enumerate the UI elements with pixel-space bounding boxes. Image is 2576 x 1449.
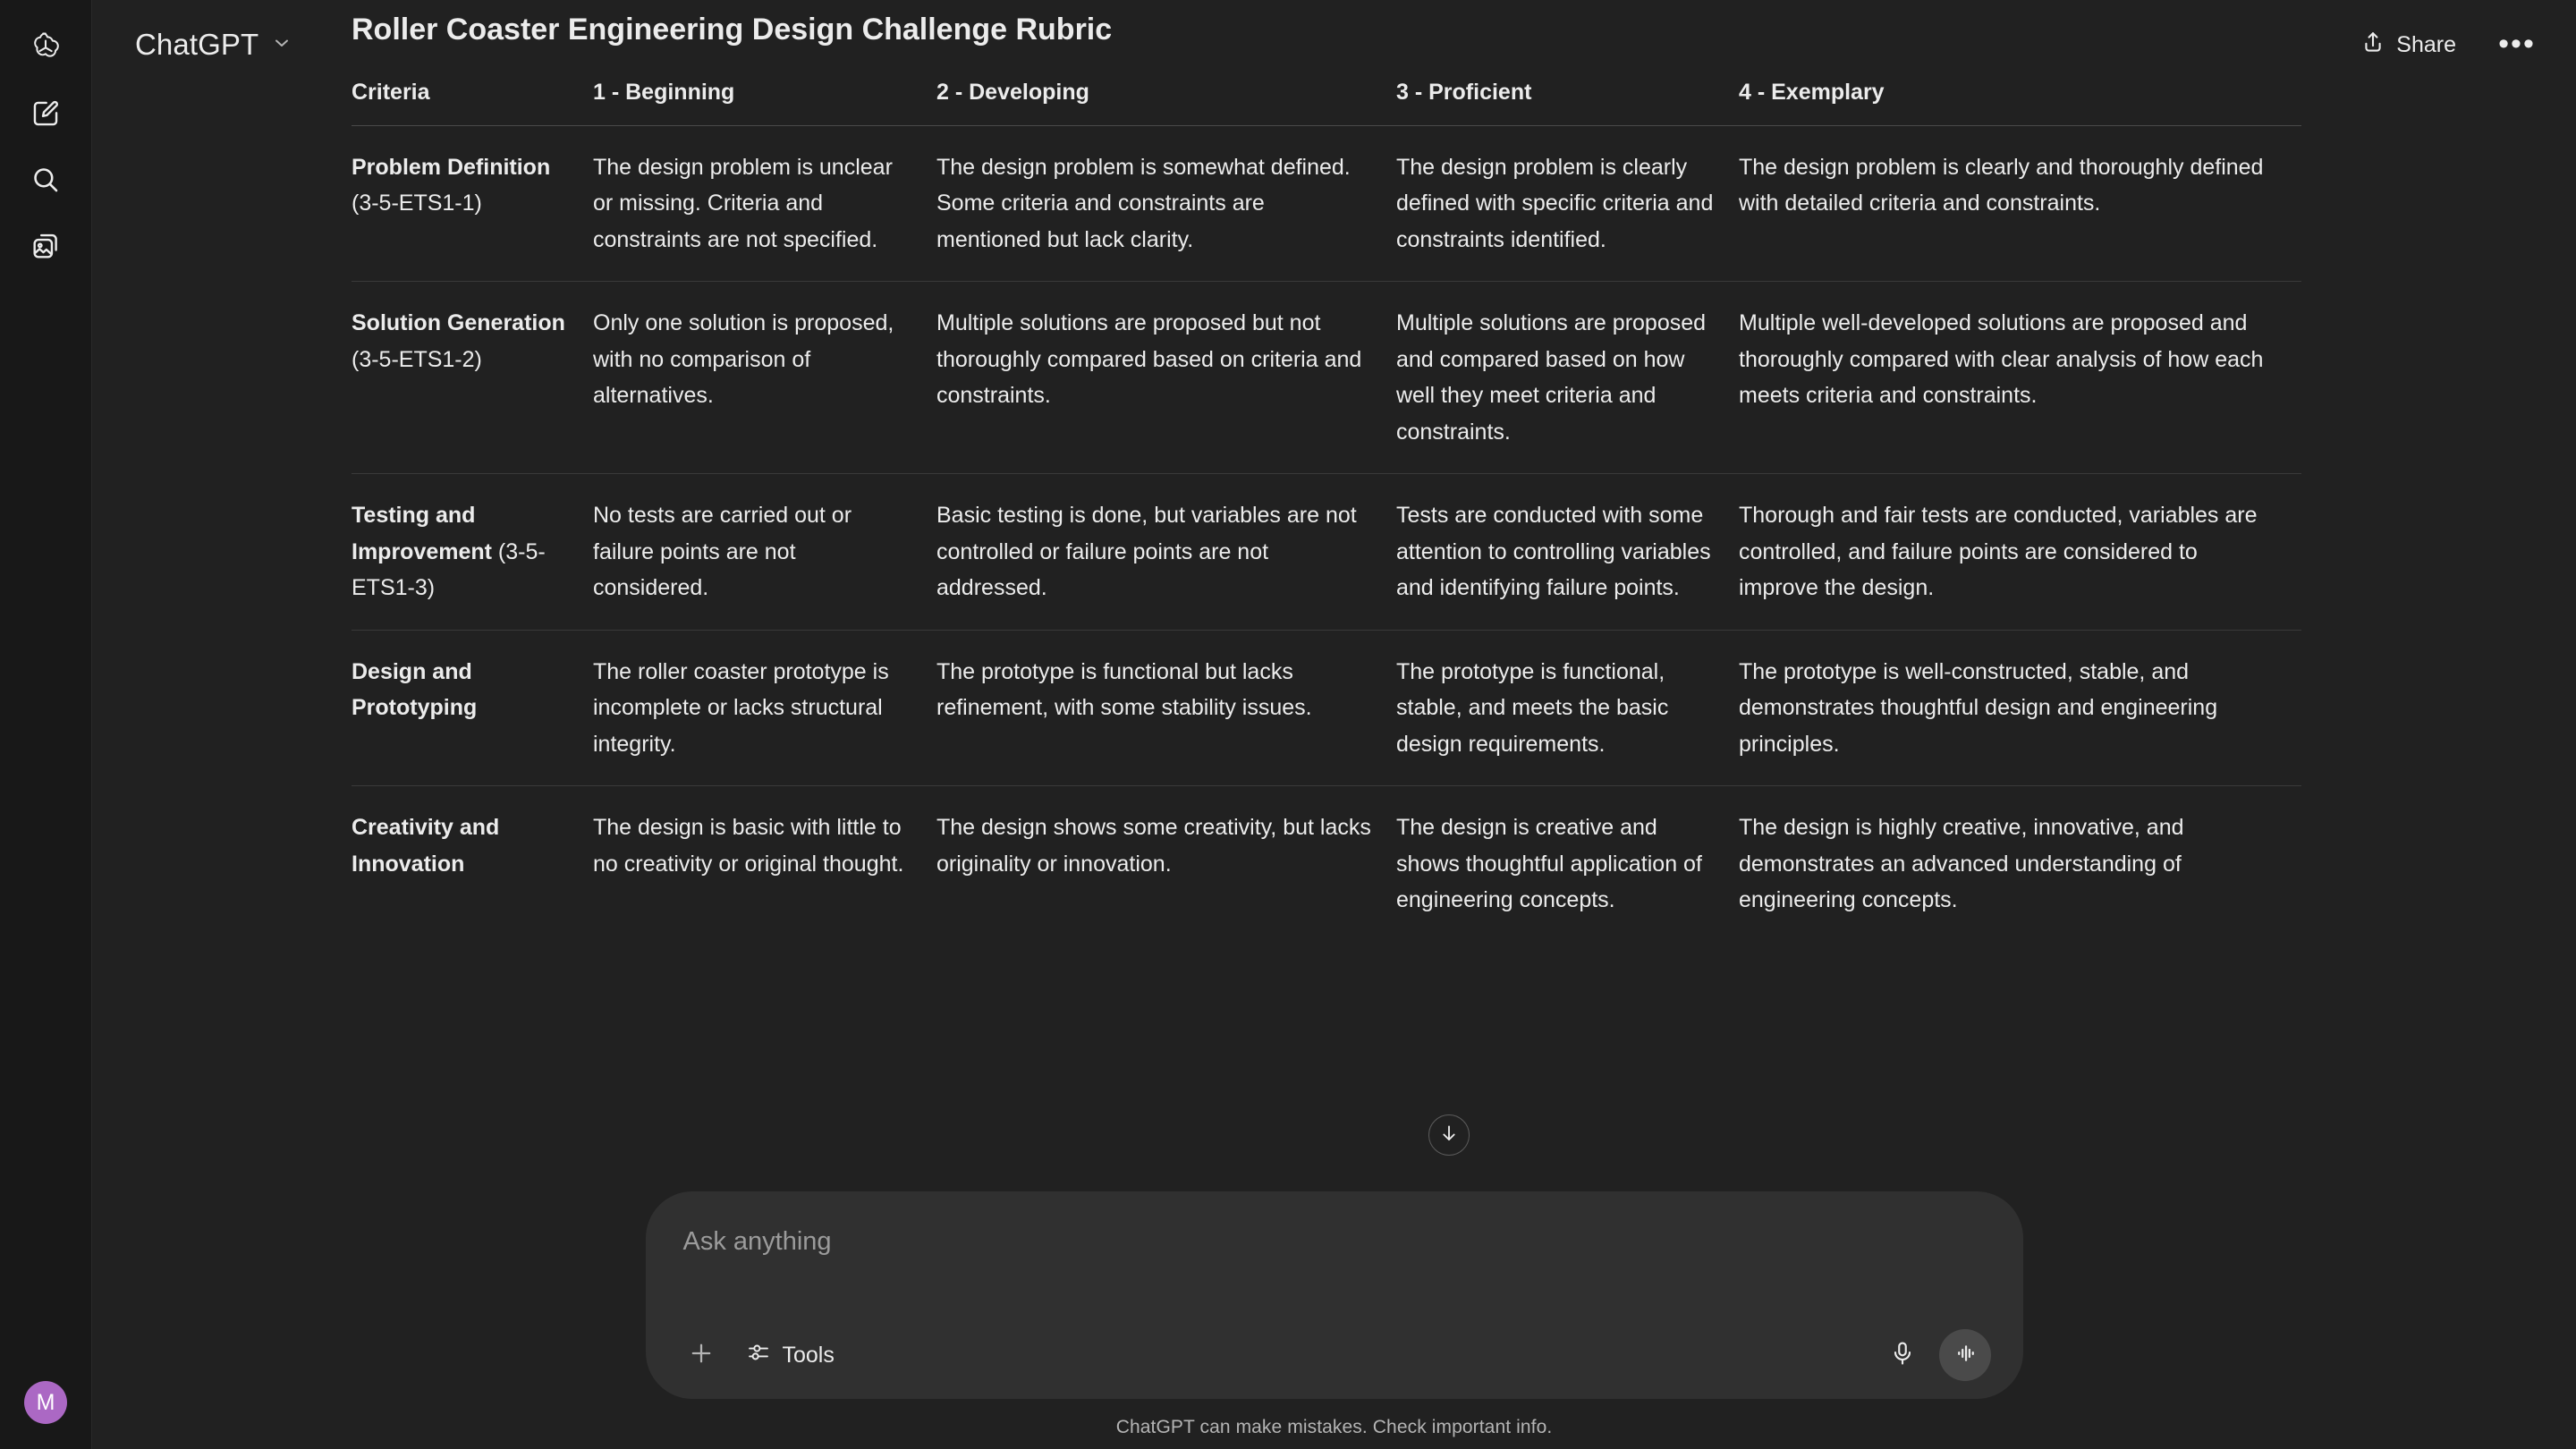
search-icon: [30, 165, 61, 195]
arrow-down-icon: [1437, 1122, 1461, 1149]
table-row: [352, 282, 2301, 474]
criterion-name: Creativity and Innovation: [352, 815, 500, 877]
cell-proficient: Tests are conducted with some attention to controlling variables and identifying failure points.: [1396, 474, 1739, 631]
page-title: Roller Coaster Engineering Design Challenge Rubric: [352, 13, 1113, 47]
cell-developing: The design shows some creativity, but lacks originality or innovation.: [936, 815, 1371, 877]
rubric-document: [352, 0, 2301, 942]
tools-button[interactable]: [730, 1331, 851, 1380]
cell-beginning: The roller coaster prototype is incomplete or lacks structural integrity.: [593, 630, 936, 786]
column-header-exemplary: 4 - Exemplary: [1739, 80, 2301, 126]
search-chats-button[interactable]: [18, 152, 73, 208]
message-input[interactable]: Ask anything: [682, 1227, 832, 1256]
microphone-icon: [1889, 1340, 1916, 1371]
brand-label: ChatGPT: [135, 28, 259, 61]
disclaimer-text: ChatGPT can make mistakes. Check important info.: [1115, 1417, 1553, 1437]
column-header-beginning: 1 - Beginning: [593, 80, 936, 126]
criterion-name: Design and Prototyping: [352, 658, 478, 720]
table-row: [352, 786, 2301, 942]
compose-icon: [30, 98, 61, 129]
cell-beginning: No tests are carried out or failure points are not considered.: [593, 474, 936, 631]
tools-label: Tools: [782, 1342, 835, 1368]
criterion-code: (3-5-ETS1-1): [352, 191, 482, 216]
share-upload-icon: [2360, 30, 2385, 61]
more-options-button[interactable]: [2494, 21, 2540, 68]
ellipsis-icon: •••: [2498, 27, 2536, 62]
table-body: [352, 125, 2301, 942]
share-label: Share: [2396, 31, 2456, 57]
cell-developing: The prototype is functional but lacks refinement, with some stability issues.: [936, 630, 1396, 786]
table-row: [352, 125, 2301, 282]
plus-icon: [686, 1338, 716, 1373]
chevron-down-icon: [271, 32, 292, 58]
criterion-cell: [352, 786, 593, 942]
cell-developing: Multiple solutions are proposed but not thoroughly compared based on criteria and constraints.: [936, 282, 1396, 474]
composer-region: [92, 1191, 2576, 1449]
table-row: [352, 474, 2301, 631]
criterion-code: (3-5-ETS1-3): [352, 538, 546, 600]
cell-beginning: Only one solution is proposed, with no comparison of alternatives.: [593, 282, 936, 474]
cell-proficient: The prototype is functional, stable, and meets the basic design requirements.: [1396, 630, 1739, 786]
cell-developing: The design problem is somewhat defined. Some criteria and constraints are mentioned but lack clarity.: [936, 125, 1396, 282]
cell-exemplary: The design is highly creative, innovative, and demonstrates an advanced understanding of engineering concepts.: [1739, 815, 2184, 912]
voice-mode-button[interactable]: [1939, 1329, 1991, 1381]
share-button[interactable]: [2343, 21, 2474, 70]
cell-beginning: The design is basic with little to no creativity or original thought.: [593, 815, 904, 877]
top-bar: [92, 0, 2576, 89]
top-bar-actions: [2343, 21, 2540, 70]
avatar[interactable]: M: [24, 1381, 67, 1424]
composer-toolbar: [673, 1329, 1996, 1381]
sliders-icon: [746, 1340, 771, 1371]
composer: [646, 1191, 2023, 1399]
criterion-name: Testing and Improvement: [352, 503, 492, 564]
cell-proficient: The design problem is clearly defined with specific criteria and constraints identified.: [1396, 125, 1739, 282]
criterion-cell: [352, 282, 593, 474]
cell-developing: Basic testing is done, but variables are not controlled or failure points are not addressed.: [936, 474, 1396, 631]
library-button[interactable]: [18, 218, 73, 274]
new-chat-button[interactable]: [18, 86, 73, 141]
scroll-to-bottom-button[interactable]: [1428, 1114, 1470, 1156]
criterion-name: Solution Generation: [352, 310, 565, 335]
sidebar-rail: [0, 0, 92, 1449]
main-area: [92, 0, 2576, 1449]
attach-button[interactable]: [678, 1332, 724, 1378]
table-row: [352, 630, 2301, 786]
criterion-cell: [352, 474, 593, 631]
cell-exemplary: The design problem is clearly and thoroughly defined with detailed criteria and constraints.: [1739, 125, 2301, 282]
criterion-cell: [352, 125, 593, 282]
voice-waveform-icon: [1953, 1341, 1978, 1370]
cell-exemplary: The prototype is well-constructed, stable, and demonstrates thoughtful design and engineering principles.: [1739, 630, 2301, 786]
library-images-icon: [30, 231, 61, 261]
column-header-criteria: Criteria: [352, 80, 593, 126]
column-header-proficient: 3 - Proficient: [1396, 80, 1739, 126]
composer-right-actions: [1878, 1329, 1991, 1381]
criterion-name: Problem Definition: [352, 154, 551, 180]
cell-beginning: The design problem is unclear or missing. Criteria and constraints are not specified.: [593, 125, 936, 282]
cell-exemplary: Thorough and fair tests are conducted, variables are controlled, and failure points are considered to improve the design.: [1739, 474, 2301, 631]
rubric-table: [352, 80, 2301, 942]
model-selector-button[interactable]: [126, 21, 305, 69]
criterion-cell: [352, 630, 593, 786]
dictate-button[interactable]: [1878, 1331, 1927, 1379]
cell-proficient: The design is creative and shows thoughtful application of engineering concepts.: [1396, 815, 1702, 912]
cell-exemplary: Multiple well-developed solutions are proposed and thoroughly compared with clear analysis of how each meets criteria and constraints.: [1739, 282, 2301, 474]
column-header-developing: 2 - Developing: [936, 80, 1396, 126]
cell-proficient: Multiple solutions are proposed and compared based on how well they meet criteria and constraints.: [1396, 282, 1739, 474]
criterion-code: (3-5-ETS1-2): [352, 346, 482, 372]
openai-logo-icon: [29, 30, 63, 64]
openai-logo-button[interactable]: [18, 20, 73, 75]
